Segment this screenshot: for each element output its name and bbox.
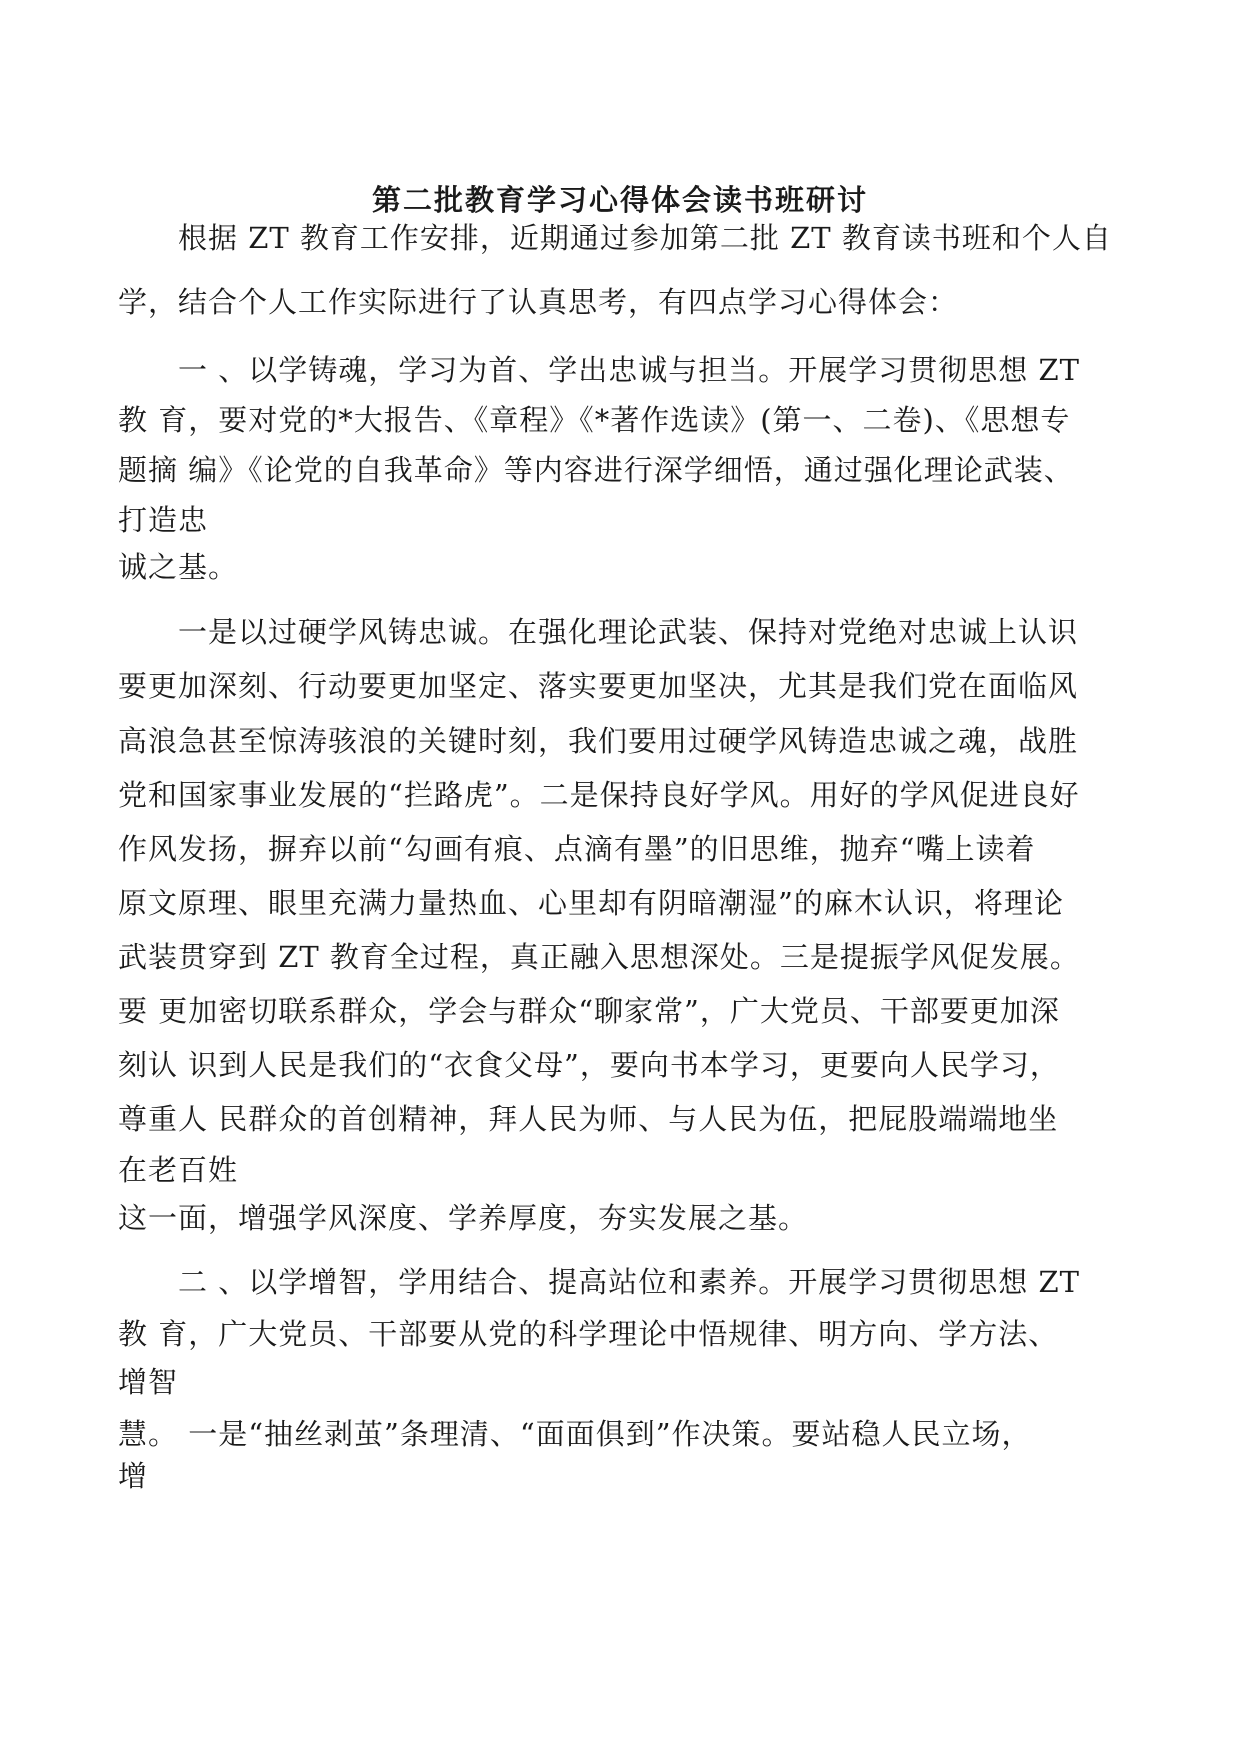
paragraph-line: 教 育，要对党的*大报告、《章程》《*著作选读》(第一、二卷)、《思想专 — [118, 403, 1071, 437]
paragraph-line: 学，结合个人工作实际进行了认真思考，有四点学习心得体会： — [118, 285, 959, 319]
paragraph-line: 打造忠 — [118, 503, 209, 537]
paragraph-line: 原文原理、眼里充满力量热血、心里却有阴暗潮湿”的麻木认识，将理论 — [118, 886, 1064, 920]
paragraph-line: 增 — [118, 1459, 149, 1493]
paragraph-line: 党和国家事业发展的“拦路虎”。二是保持良好学风。用好的学风促进良好 — [118, 778, 1080, 812]
paragraph-line: 要更加深刻、行动要更加坚定、落实要更加坚决，尤其是我们党在面临风 — [118, 669, 1079, 703]
paragraph-line: 一是以过硬学风铸忠诚。在强化理论武装、保持对党绝对忠诚上认识 — [178, 615, 1079, 649]
paragraph-line: 要 更加密切联系群众，学会与群众“聊家常”，广大党员、干部要更加深 — [118, 994, 1060, 1028]
paragraph-line: 作风发扬，摒弃以前“勾画有痕、点滴有墨”的旧思维，抛弃“嘴上读着 — [118, 832, 1036, 866]
paragraph-line: 一 、以学铸魂，学习为首、学出忠诚与担当。开展学习贯彻思想 ZT — [178, 353, 1080, 387]
paragraph-line: 二 、以学增智，学用结合、提高站位和素养。开展学习贯彻思想 ZT — [178, 1265, 1080, 1299]
paragraph-line: 在老百姓 — [118, 1153, 239, 1187]
paragraph-line: 题摘 编》《论党的自我革命》等内容进行深学细悟，通过强化理论武装、 — [118, 453, 1074, 487]
paragraph-line: 根据 ZT 教育工作安排，近期通过参加第二批 ZT 教育读书班和个人自 — [178, 221, 1112, 255]
paragraph-line: 慧。 一是“抽丝剥茧”条理清、“面面俱到”作决策。要站稳人民立场， — [118, 1417, 1032, 1451]
paragraph-line: 刻认 识到人民是我们的“衣食父母”，要向书本学习，更要向人民学习， — [118, 1048, 1060, 1082]
paragraph-line: 诚之基。 — [118, 550, 239, 584]
document-title: 第二批教育学习心得体会读书班研讨 — [371, 183, 868, 217]
paragraph-line: 这一面，增强学风深度、学养厚度，夯实发展之基。 — [118, 1201, 809, 1235]
paragraph-line: 教 育，广大党员、干部要从党的科学理论中悟规律、明方向、学方法、 — [118, 1317, 1059, 1351]
paragraph-line: 武装贯穿到 ZT 教育全过程，真正融入思想深处。三是提振学风促发展。 — [118, 940, 1080, 974]
paragraph-line: 高浪急甚至惊涛骇浪的关键时刻，我们要用过硬学风铸造忠诚之魂，战胜 — [118, 724, 1079, 758]
paragraph-line: 增智 — [118, 1365, 179, 1399]
paragraph-line: 尊重人 民群众的首创精神，拜人民为师、与人民为伍，把屁股端端地坐 — [118, 1102, 1059, 1136]
